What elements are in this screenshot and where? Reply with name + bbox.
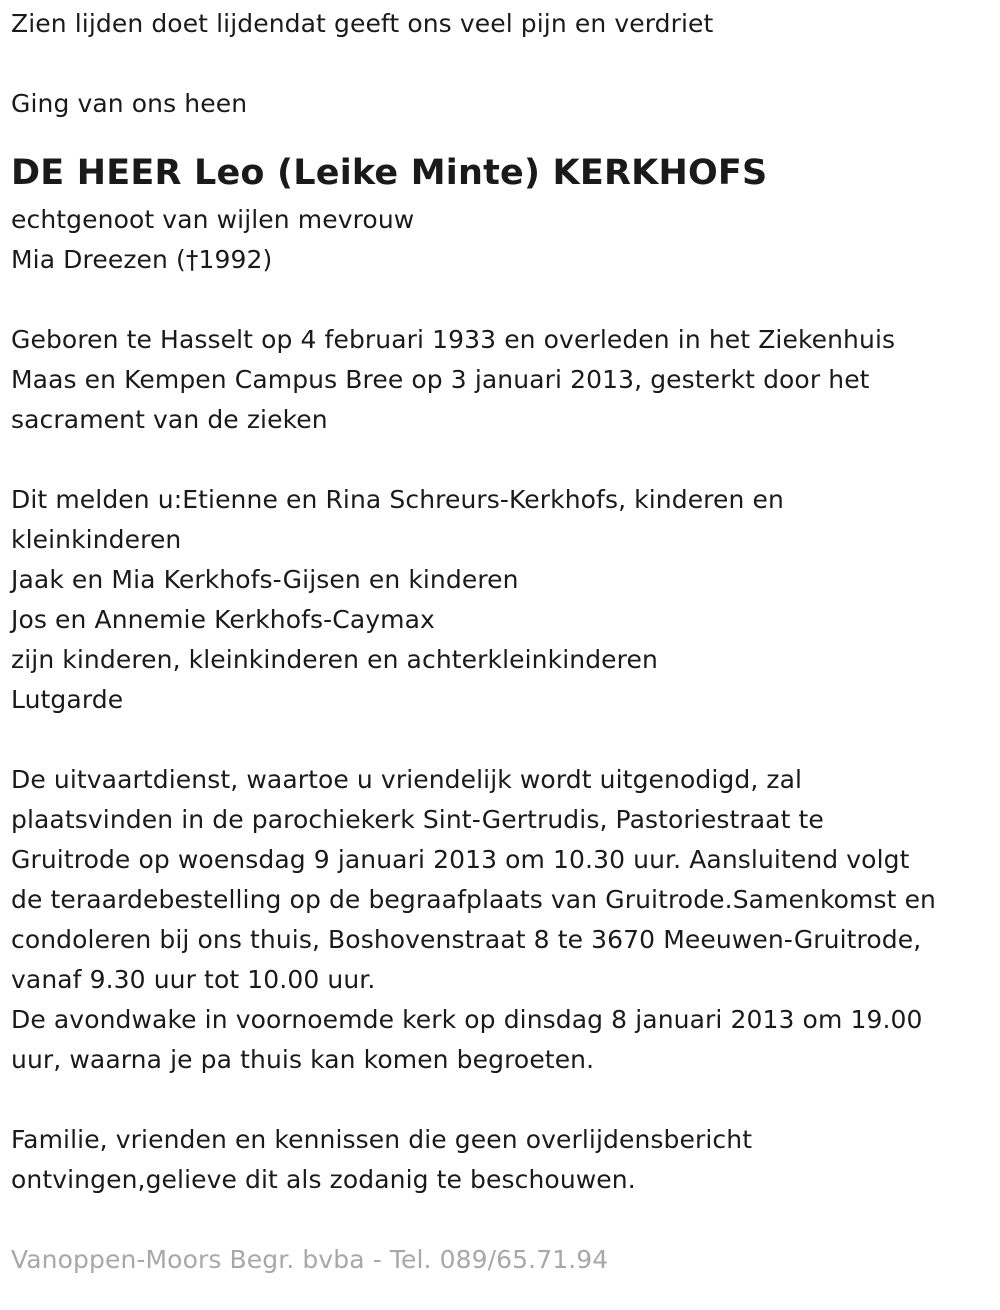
paragraph-line: kleinkinderen xyxy=(11,525,182,554)
undertaker-footer: Vanoppen-Moors Begr. bvba - Tel. 089/65.71.94 xyxy=(11,1245,609,1274)
paragraph-line: De avondwake in voornoemde kerk op dinsdag 8 januari 2013 om 19.00 xyxy=(11,1005,923,1034)
notice-paragraph xyxy=(11,1120,996,1200)
paragraph-line: Dit melden u:Etienne en Rina Schreurs-Kerkhofs, kinderen en xyxy=(11,485,784,514)
paragraph-line: Lutgarde xyxy=(11,685,124,714)
paragraph-line: Familie, vrienden en kennissen die geen overlijdensbericht xyxy=(11,1125,753,1154)
paragraph-line: plaatsvinden in de parochiekerk Sint-Gertrudis, Pastoriestraat te xyxy=(11,805,824,834)
spacer xyxy=(11,280,996,320)
paragraph-line: Gruitrode op woensdag 9 januari 2013 om 10.30 uur. Aansluitend volgt xyxy=(11,845,910,874)
paragraph-line: de teraardebestelling op de begraafplaats van Gruitrode.Samenkomst en xyxy=(11,885,936,914)
spacer xyxy=(11,720,996,760)
deceased-name: DE HEER Leo (Leike Minte) KERKHOFS xyxy=(11,153,768,193)
spacer xyxy=(11,1200,996,1240)
paragraph-line: Jaak en Mia Kerkhofs-Gijsen en kinderen xyxy=(11,565,519,594)
paragraph-line: vanaf 9.30 uur tot 10.00 uur. xyxy=(11,965,376,994)
paragraph-line: condoleren bij ons thuis, Boshovenstraat 8 te 3670 Meeuwen-Gruitrode, xyxy=(11,925,922,954)
spacer xyxy=(11,440,996,480)
paragraph-line: De uitvaartdienst, waartoe u vriendelijk wordt uitgenodigd, zal xyxy=(11,765,803,794)
spacer xyxy=(11,1080,996,1120)
family-paragraph xyxy=(11,480,996,720)
intro-quote: Zien lijden doet lijdendat geeft ons veel pijn en verdriet xyxy=(11,9,714,38)
paragraph-line: ontvingen,gelieve dit als zodanig te beschouwen. xyxy=(11,1165,636,1194)
spouse-line-2: Mia Dreezen (†1992) xyxy=(11,245,273,274)
paragraph-line: sacrament van de zieken xyxy=(11,405,328,434)
spacer xyxy=(11,44,996,84)
paragraph-line: uur, waarna je pa thuis kan komen begroeten. xyxy=(11,1045,595,1074)
paragraph-line: Jos en Annemie Kerkhofs-Caymax xyxy=(11,605,435,634)
funeral-paragraph xyxy=(11,760,996,1080)
birth-death-paragraph xyxy=(11,320,996,440)
obituary-document xyxy=(11,4,996,1280)
paragraph-line: Geboren te Hasselt op 4 februari 1933 en overleden in het Ziekenhuis xyxy=(11,325,896,354)
spouse-line-1: echtgenoot van wijlen mevrouw xyxy=(11,205,415,234)
passed-away-line: Ging van ons heen xyxy=(11,89,248,118)
paragraph-line: zijn kinderen, kleinkinderen en achterkleinkinderen xyxy=(11,645,658,674)
paragraph-line: Maas en Kempen Campus Bree op 3 januari 2013, gesterkt door het xyxy=(11,365,870,394)
